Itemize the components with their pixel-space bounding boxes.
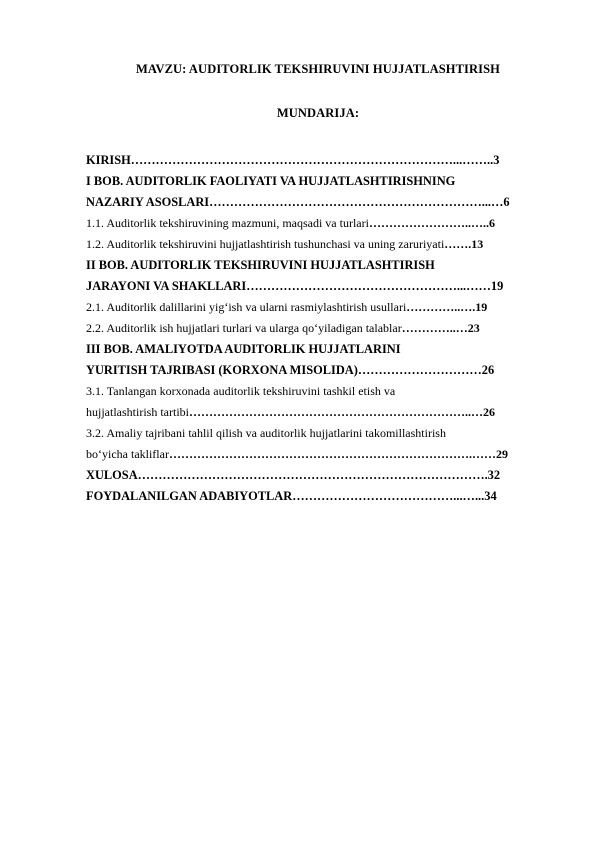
- toc-entry-text: II BOB. AUDITORLIK TEKSHIRUVINI HUJJATLASHTIRISH: [86, 258, 435, 272]
- toc-entry-leader-and-page: …….13: [444, 237, 484, 251]
- toc-entry: [86, 213, 556, 234]
- toc-entry: [86, 423, 556, 444]
- toc-entry-text: FOYDALANILGAN ADABIYOTLAR: [86, 489, 293, 503]
- toc-entry-text: I BOB. AUDITORLIK FAOLIYATI VA HUJJATLASHTIRISHNING: [86, 174, 456, 188]
- toc-entry: [86, 192, 556, 213]
- toc-entry-leader-and-page: …………..….19: [406, 300, 488, 314]
- contents-heading: MUNDARIJA:: [276, 106, 360, 120]
- toc-entry-text: 3.2. Amaliy tajribani tahlil qilish va auditorlik hujjatlarini takomillashtirish: [86, 426, 446, 440]
- toc-entry: [86, 339, 556, 360]
- toc-entry: [86, 465, 556, 486]
- toc-entry-text: XULOSA: [86, 468, 138, 482]
- toc-entry: [86, 444, 556, 465]
- toc-entry-leader-and-page: ……………………..…..6: [368, 216, 495, 230]
- toc-entry: [86, 318, 556, 339]
- toc-entry-text: 3.1. Tanlangan korxonada auditorlik tekshiruvini tashkil etish va: [86, 384, 396, 398]
- toc-entry: [86, 276, 556, 297]
- toc-entry-text: 2.2. Auditorlik ish hujjatlari turlari va ularga qo‘yiladigan talablar: [86, 321, 402, 335]
- toc-entry: [86, 297, 556, 318]
- toc-entry-leader-and-page: …………………………………………………………...…6: [209, 195, 510, 209]
- toc-entry-text: 1.1. Auditorlik tekshiruvining mazmuni, maqsadi va turlari: [86, 216, 369, 230]
- toc-entry-leader-and-page: ………………………………………………………………………….32: [137, 468, 501, 482]
- toc-entry-leader-and-page: …………………………………...…...34: [292, 489, 497, 503]
- toc-entry-text: KIRISH: [86, 153, 131, 167]
- toc-entry-text: NAZARIY ASOSLARI: [86, 195, 210, 209]
- toc-entry-text: 1.2. Auditorlik tekshiruvini hujjatlashtirish tushunchasi va uning zaruriyati: [86, 237, 445, 251]
- toc-entry-leader-and-page: …………..…23: [401, 321, 480, 335]
- toc-entry: [86, 150, 556, 171]
- toc-entry-leader-and-page: ……………………………………………...……19: [246, 279, 504, 293]
- document-title: MAVZU: AUDITORLIK TEKSHIRUVINI HUJJATLASHTIRISH: [136, 62, 500, 76]
- toc-entry: [86, 402, 556, 423]
- toc-entry: [86, 171, 556, 192]
- toc-entry: [86, 255, 556, 276]
- table-of-contents: [86, 150, 556, 507]
- toc-entry-leader-and-page: ………………………………………………………………….……29: [168, 447, 508, 461]
- toc-entry: [86, 360, 556, 381]
- toc-entry-text: JARAYONI VA SHAKLLARI: [86, 279, 247, 293]
- toc-entry-text: III BOB. AMALIYOTDA AUDITORLIK HUJJATLARINI: [86, 342, 401, 356]
- toc-entry-text: hujjatlashtirish tartibi: [86, 405, 189, 419]
- toc-entry-leader-and-page: …………………………26: [357, 363, 495, 377]
- toc-entry-text: bo‘yicha takliflar: [86, 447, 169, 461]
- toc-entry-text: YURITISH TAJRIBASI (KORXONA MISOLIDA): [86, 363, 358, 377]
- toc-entry: [86, 234, 556, 255]
- toc-entry-leader-and-page: ……………………………………………………………..…26: [188, 405, 495, 419]
- toc-entry-leader-and-page: ……………………………………………………………………...……..3: [130, 153, 500, 167]
- toc-entry: [86, 486, 556, 507]
- toc-entry-text: 2.1. Auditorlik dalillarini yig‘ish va ularni rasmiylashtirish usullari: [86, 300, 407, 314]
- toc-entry: [86, 381, 556, 402]
